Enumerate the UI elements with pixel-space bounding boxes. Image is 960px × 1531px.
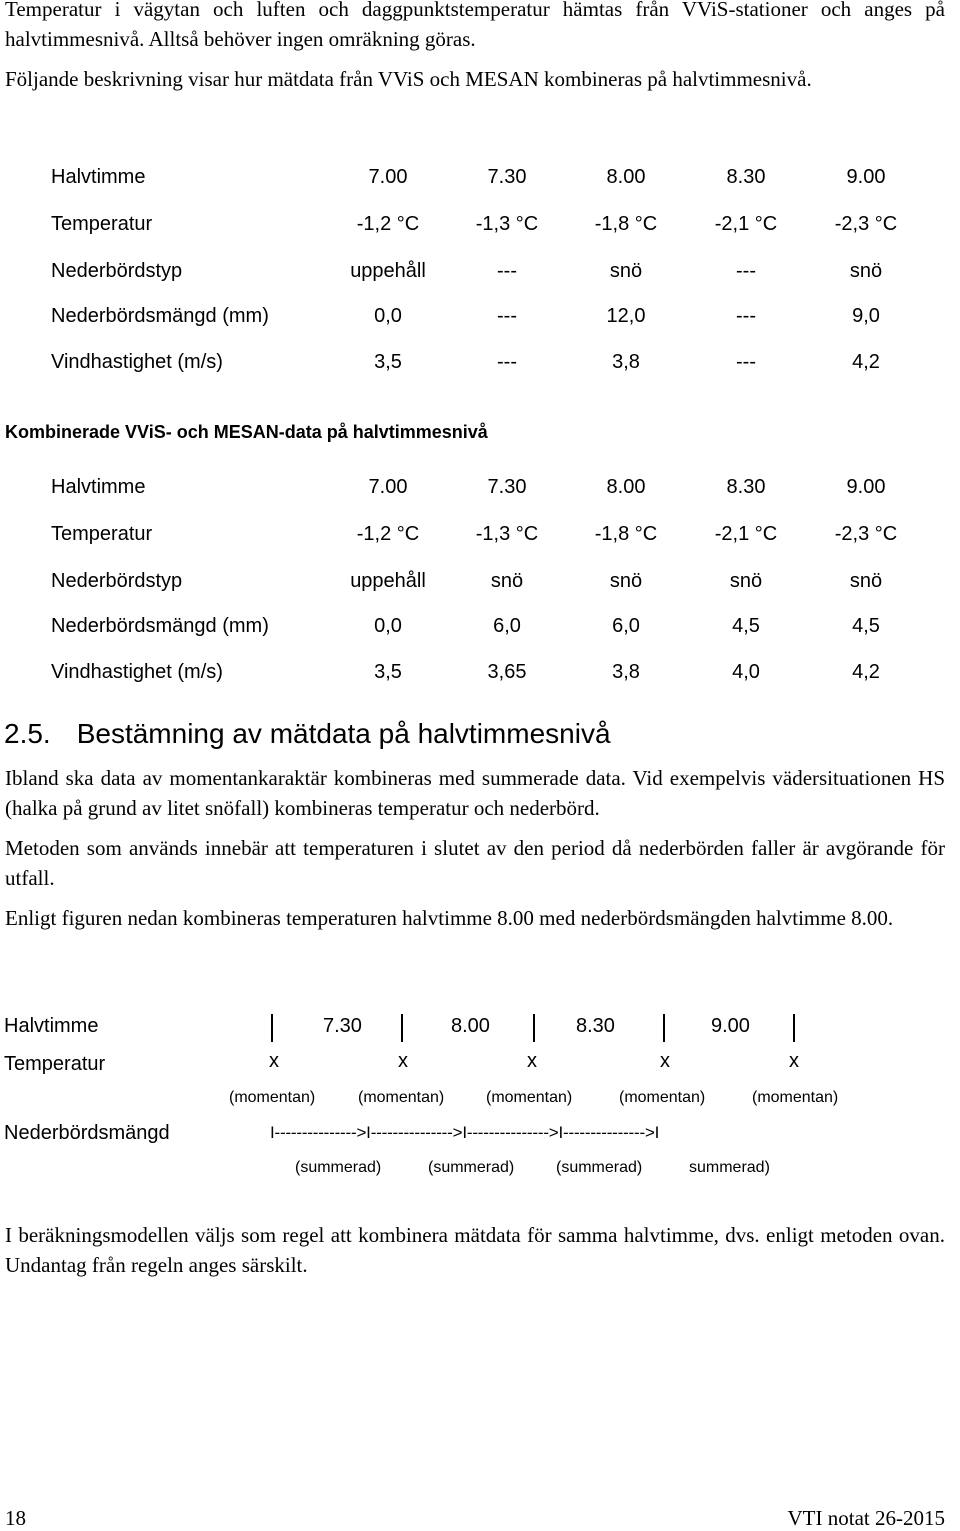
table-cell: snö bbox=[849, 260, 883, 282]
accumulation-arrows: I--------------->I--------------->I--------------->I--------------->I bbox=[270, 1123, 660, 1142]
table-cell: --- bbox=[736, 305, 756, 327]
table-cell: 7.30 bbox=[487, 166, 527, 188]
nederbord-label: Nederbördsmängd bbox=[4, 1122, 170, 1144]
table-cell: snö bbox=[490, 570, 524, 592]
period-divider bbox=[793, 1014, 795, 1042]
time-label: 7.30 bbox=[323, 1015, 362, 1037]
intro-paragraph bbox=[5, 0, 945, 54]
table-row bbox=[0, 260, 960, 288]
halvtimme-label: Halvtimme bbox=[4, 1015, 99, 1037]
document-id: VTI notat 26-2015 bbox=[787, 1506, 945, 1530]
row-label: Nederbördsmängd (mm) bbox=[51, 615, 269, 637]
period-divider bbox=[663, 1014, 665, 1042]
momentan-note: (momentan) bbox=[752, 1089, 839, 1106]
table-cell: --- bbox=[497, 351, 517, 373]
table-cell: --- bbox=[497, 305, 517, 327]
table-cell: 4,2 bbox=[852, 351, 880, 373]
summerad-note: (summerad) bbox=[428, 1159, 515, 1176]
table-cell: 4,5 bbox=[732, 615, 760, 637]
table-row bbox=[0, 476, 960, 504]
table-row bbox=[0, 351, 960, 379]
period-divider bbox=[271, 1014, 273, 1042]
table-cell: 6,0 bbox=[493, 615, 521, 637]
intro-paragraph-2 bbox=[5, 64, 945, 94]
page-number: 18 bbox=[5, 1506, 26, 1530]
closing-paragraph: I beräkningsmodellen väljs som regel att kombinera mätdata för samma halvtimme, dvs. enligt metoden ovan. Undantag från regeln anges särskilt. bbox=[5, 1223, 945, 1277]
table-cell: 0,0 bbox=[374, 305, 402, 327]
table-cell: snö bbox=[609, 260, 643, 282]
row-label: Vindhastighet (m/s) bbox=[51, 661, 223, 683]
table-cell: 8.30 bbox=[726, 166, 766, 188]
time-label: 9.00 bbox=[711, 1015, 750, 1037]
momentan-note: (momentan) bbox=[358, 1089, 445, 1106]
table-cell: 8.30 bbox=[726, 476, 766, 498]
table-cell: -1,3 °C bbox=[475, 213, 539, 235]
table-cell: 9,0 bbox=[852, 305, 880, 327]
table-cell: -1,2 °C bbox=[356, 213, 420, 235]
table-cell: 8.00 bbox=[606, 166, 646, 188]
table-cell: 4,5 bbox=[852, 615, 880, 637]
table-cell: uppehåll bbox=[350, 570, 426, 592]
table-row bbox=[0, 305, 960, 333]
table-cell: -2,1 °C bbox=[714, 523, 778, 545]
table-cell: -1,8 °C bbox=[594, 213, 658, 235]
temperature-mark: x bbox=[527, 1050, 537, 1072]
table-row bbox=[0, 661, 960, 689]
temperature-mark: x bbox=[660, 1050, 670, 1072]
table-row bbox=[0, 570, 960, 598]
summerad-note: (summerad) bbox=[295, 1159, 382, 1176]
table-cell: -2,3 °C bbox=[834, 523, 898, 545]
row-label: Temperatur bbox=[51, 523, 153, 545]
table-cell: --- bbox=[736, 260, 756, 282]
summerad-note: (summerad) bbox=[556, 1159, 643, 1176]
table-cell: -1,2 °C bbox=[356, 523, 420, 545]
table-cell: -2,1 °C bbox=[714, 213, 778, 235]
time-label: 8.00 bbox=[451, 1015, 490, 1037]
paragraph: Metoden som används innebär att temperaturen i slutet av den period då nederbörden faller är avgörande för utfall. bbox=[5, 836, 945, 890]
table-cell: 9.00 bbox=[846, 166, 886, 188]
table-cell: 0,0 bbox=[374, 615, 402, 637]
paragraph: Ibland ska data av momentankaraktär kombineras med summerade data. Vid exempelvis vädersituationen HS (halka på grund av litet snöfall) kombineras temperatur och nederbörd. bbox=[5, 766, 945, 820]
table-cell: 7.30 bbox=[487, 476, 527, 498]
row-label: Nederbördsmängd (mm) bbox=[51, 305, 269, 327]
table-cell: --- bbox=[736, 351, 756, 373]
table-cell: -2,3 °C bbox=[834, 213, 898, 235]
section-heading bbox=[4, 718, 611, 750]
table-cell: -1,3 °C bbox=[475, 523, 539, 545]
row-label: Vindhastighet (m/s) bbox=[51, 351, 223, 373]
table-cell: 9.00 bbox=[846, 476, 886, 498]
period-divider bbox=[533, 1014, 535, 1042]
table-cell: snö bbox=[609, 570, 643, 592]
table-cell: snö bbox=[729, 570, 763, 592]
summerad-note: summerad) bbox=[689, 1159, 770, 1176]
table-cell: snö bbox=[849, 570, 883, 592]
table-cell: -1,8 °C bbox=[594, 523, 658, 545]
row-label: Halvtimme bbox=[51, 476, 146, 498]
table-row bbox=[0, 523, 960, 551]
row-label: Nederbördstyp bbox=[51, 260, 183, 282]
table-cell: 3,5 bbox=[374, 351, 402, 373]
momentan-note: (momentan) bbox=[486, 1089, 573, 1106]
table-cell: 8.00 bbox=[606, 476, 646, 498]
temperatur-label: Temperatur bbox=[4, 1053, 106, 1075]
momentan-note: (momentan) bbox=[619, 1089, 706, 1106]
momentan-note: (momentan) bbox=[229, 1089, 316, 1106]
table-cell: --- bbox=[497, 260, 517, 282]
table-row bbox=[0, 213, 960, 241]
paragraph: Enligt figuren nedan kombineras temperaturen halvtimme 8.00 med nederbördsmängden halvtimme 8.00. bbox=[5, 906, 894, 930]
intro-text: Temperatur i vägytan och luften och daggpunktstemperatur hämtas från VViS-stationer och anges på halvtimmesnivå. Alltså behöver ingen omräkning göras. bbox=[5, 0, 945, 51]
table-cell: 3,8 bbox=[612, 351, 640, 373]
table-cell: 7.00 bbox=[368, 166, 408, 188]
table-row bbox=[0, 615, 960, 643]
section-number: 2.5. bbox=[4, 718, 51, 749]
time-label: 8.30 bbox=[576, 1015, 615, 1037]
table-cell: 4,2 bbox=[852, 661, 880, 683]
table-cell: 3,65 bbox=[487, 661, 527, 683]
combined-heading: Kombinerade VViS- och MESAN-data på halvtimmesnivå bbox=[5, 422, 488, 442]
table-cell: 12,0 bbox=[606, 305, 646, 327]
row-label: Halvtimme bbox=[51, 166, 146, 188]
section-title: Bestämning av mätdata på halvtimmesnivå bbox=[76, 718, 611, 749]
table-cell: 6,0 bbox=[612, 615, 640, 637]
table-cell: uppehåll bbox=[350, 260, 426, 282]
table-cell: 3,5 bbox=[374, 661, 402, 683]
row-label: Nederbördstyp bbox=[51, 570, 183, 592]
temperature-mark: x bbox=[398, 1050, 408, 1072]
table-cell: 7.00 bbox=[368, 476, 408, 498]
temperature-mark: x bbox=[789, 1050, 799, 1072]
temperature-mark: x bbox=[269, 1050, 279, 1072]
row-label: Temperatur bbox=[51, 213, 153, 235]
table-row bbox=[0, 166, 960, 194]
period-divider bbox=[401, 1014, 403, 1042]
table-cell: 4,0 bbox=[732, 661, 760, 683]
intro-text-2: Följande beskrivning visar hur mätdata från VViS och MESAN kombineras på halvtimmesnivå. bbox=[5, 67, 812, 91]
table-cell: 3,8 bbox=[612, 661, 640, 683]
